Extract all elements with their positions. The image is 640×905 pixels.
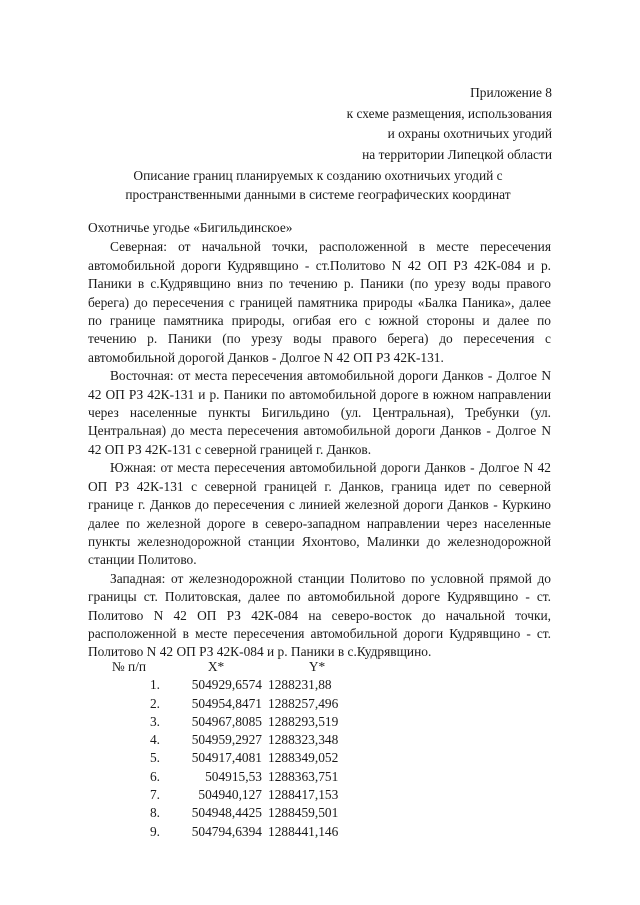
- appendix-line: к схеме размещения, использования: [346, 105, 552, 121]
- x-value: 504917,4081: [191, 750, 262, 766]
- y-value: 1288363,751: [268, 768, 339, 784]
- y-value: 1288441,146: [268, 823, 339, 839]
- appendix-line: и охраны охотничьих угодий: [387, 126, 552, 141]
- x-value: 504929,6574: [191, 677, 262, 693]
- table-row: [88, 713, 366, 731]
- row-number: 6.: [149, 768, 160, 784]
- y-value: 1288459,501: [268, 805, 339, 821]
- paragraph-east: Восточная: от места пересечения автомобильной дороги Данков - Долгое N 42 ОП РЗ 42К-131 и р. Паники по автомобильной дороге в южном направлении через населенные пункты Бигильдино (ул. Центральная), Требунки (ул. Центральная) до места пересечения автомобильной дороги Данков - Долгое N 42 ОП РЗ 42К-131 с северной границей г. Данков.: [88, 368, 551, 457]
- table-row: [88, 804, 366, 822]
- x-value: 504959,2927: [191, 732, 262, 748]
- row-number: 1.: [149, 677, 160, 693]
- appendix-header: [347, 83, 552, 165]
- header-x: X*: [207, 659, 225, 674]
- header-y: Y*: [308, 659, 326, 674]
- y-value: 1288293,519: [268, 713, 339, 729]
- y-value: 1288349,052: [268, 750, 339, 766]
- coordinates-table: [88, 658, 366, 841]
- x-value: 504948,4425: [191, 805, 262, 821]
- document-body: [88, 219, 551, 662]
- x-value: 504954,8471: [191, 695, 262, 711]
- table-header-row: [88, 658, 366, 676]
- table-row: [88, 786, 366, 804]
- y-value: 1288323,348: [268, 732, 339, 748]
- table-row: [88, 823, 366, 841]
- row-number: 4.: [149, 732, 160, 748]
- row-number: 8.: [149, 805, 160, 821]
- row-number: 5.: [149, 750, 160, 766]
- row-number: 2.: [149, 695, 160, 711]
- x-value: 504940,127: [198, 787, 262, 803]
- x-value: 504967,8085: [191, 713, 262, 729]
- x-value: 504915,53: [205, 768, 262, 784]
- row-number: 7.: [149, 787, 160, 803]
- paragraph-south: Южная: от места пересечения автомобильной дороги Данков - Долгое N 42 ОП РЗ 42К-131 с северной границей г. Данков, граница идет по северной границе г. Данков до пересечения с линией железной дороги Данков - Куркино далее по железной дороге в северо-западном направлении через населенные пункты железнодорожной станции Яхонтово, Малинки до железнодорожной станции Политово.: [88, 460, 551, 568]
- y-value: 1288231,88: [268, 677, 332, 693]
- row-number: 3.: [149, 713, 160, 729]
- table-row: [88, 695, 366, 713]
- x-value: 504794,6394: [191, 823, 262, 839]
- hunting-ground-name: Охотничье угодье «Бигильдинское»: [88, 220, 293, 235]
- row-number: 9.: [149, 823, 160, 839]
- table-row: [88, 731, 366, 749]
- paragraph-west: Западная: от железнодорожной станции Политово по условной прямой до границы ст. Политовская, далее по автомобильной дороге Кудрявщино - ст. Политово N 42 ОП РЗ 42К-084 на северо-восток до начальной точки, расположенной в месте пересечения автомобильной дороги Кудрявщино - ст. Политово N 42 ОП РЗ 42К-084 и р. Паники в с.Кудрявщино.: [88, 570, 551, 660]
- appendix-line: на территории Липецкой области: [362, 146, 552, 162]
- y-value: 1288417,153: [268, 787, 339, 803]
- table-row: [88, 768, 366, 786]
- header-number: № п/п: [111, 659, 147, 674]
- table-row: [88, 676, 366, 694]
- table-row: [88, 749, 366, 767]
- y-value: 1288257,496: [268, 695, 339, 711]
- appendix-line: Приложение 8: [470, 85, 552, 100]
- document-title: Описание границ планируемых к созданию охотничьих угодий с пространственными данными в системе географических координат: [125, 168, 511, 202]
- paragraph-north: Северная: от начальной точки, расположенной в месте пересечения автомобильной дороги Кудрявщино - ст.Политово N 42 ОП РЗ 42К-084 и р. Паники в с.Кудрявщино вниз по течению р. Паники (по урезу воды правого берега) до пересечения с границей памятника природы «Балка Паника», далее по границе памятника природы, огибая его с южной стороны и далее по течению р. Паники (по урезу воды правого берега) до пересечения с автомобильной дорогой Данков - Долгое N 42 ОП РЗ 42К-131.: [88, 239, 551, 365]
